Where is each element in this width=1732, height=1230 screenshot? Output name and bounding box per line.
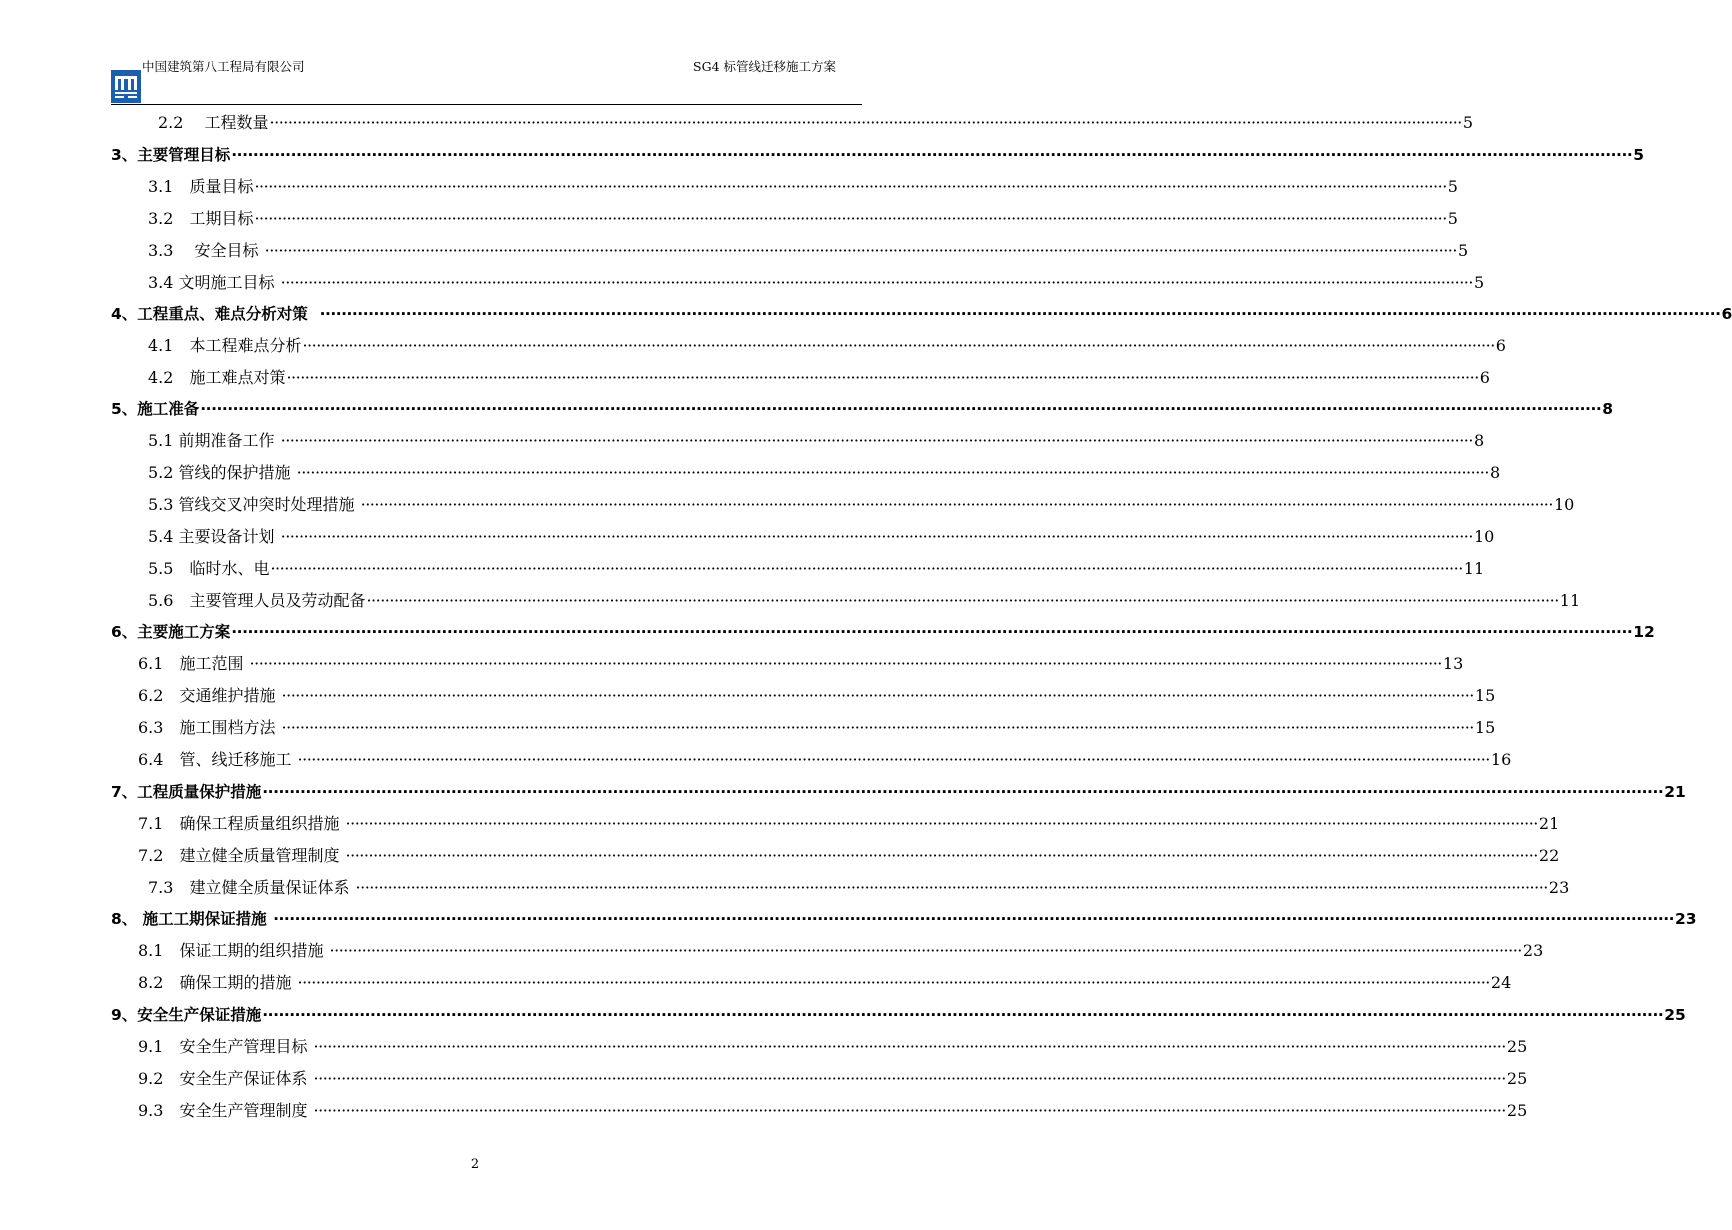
- toc-leader-dots: ····································································································································································································································································: [297, 750, 1490, 769]
- toc-entry-page: 5: [1462, 113, 1474, 132]
- toc-leader-dots: ····································································································································································································································································: [302, 336, 1495, 355]
- toc-entry-page: 10: [1473, 527, 1495, 546]
- toc-leader-dots: ····································································································································································································································································: [231, 146, 1633, 164]
- toc-entry-page: 6: [1721, 305, 1732, 323]
- toc-entry[interactable]: [148, 462, 1501, 484]
- toc-entry-title: 5.3 管线交叉冲突时处理措施: [148, 495, 360, 514]
- toc-entry[interactable]: [138, 1068, 1528, 1090]
- toc-entry-title: 3.3 安全目标: [148, 241, 264, 260]
- toc-entry-page: 21: [1538, 814, 1560, 833]
- toc-entry[interactable]: [138, 1036, 1528, 1058]
- toc-entry[interactable]: [138, 1100, 1528, 1122]
- toc-entry-page: 25: [1506, 1037, 1528, 1056]
- toc-entry-title: 3、主要管理目标: [111, 146, 231, 164]
- toc-leader-dots: ····································································································································································································································································: [355, 878, 1548, 897]
- toc-entry[interactable]: [138, 972, 1512, 994]
- toc-entry-page: 6: [1479, 368, 1490, 387]
- toc-entry-title: 5、施工准备: [111, 400, 200, 418]
- toc-leader-dots: ····································································································································································································································································: [329, 941, 1522, 960]
- toc-leader-dots: ····································································································································································································································································: [249, 654, 1442, 673]
- toc-entry-title: 5.2 管线的保护措施: [148, 463, 296, 482]
- toc-leader-dots: ····································································································································································································································································: [345, 814, 1538, 833]
- toc-entry-page: 25: [1664, 1006, 1686, 1024]
- toc-entry[interactable]: [148, 494, 1575, 516]
- toc-entry-title: 6、主要施工方案: [111, 623, 231, 641]
- toc-entry-page: 11: [1559, 591, 1581, 610]
- toc-entry[interactable]: [158, 112, 1474, 134]
- toc-entry[interactable]: [138, 813, 1560, 835]
- toc-leader-dots: ····································································································································································································································································: [360, 495, 1553, 514]
- toc-entry[interactable]: [138, 653, 1464, 675]
- toc-entry-page: 13: [1442, 654, 1464, 673]
- toc-entry-page: 23: [1548, 878, 1570, 897]
- toc-entry-title: 9.1 安全生产管理目标: [138, 1037, 313, 1056]
- toc-entry-page: 22: [1538, 846, 1560, 865]
- toc-entry[interactable]: [148, 558, 1485, 580]
- toc-entry-page: 23: [1522, 941, 1544, 960]
- toc-entry[interactable]: [111, 781, 1686, 803]
- toc-leader-dots: ····································································································································································································································································: [297, 973, 1490, 992]
- toc-leader-dots: ····································································································································································································································································: [296, 463, 1489, 482]
- header-company: 中国建筑第八工程局有限公司: [142, 59, 305, 74]
- toc-entry[interactable]: [148, 430, 1485, 452]
- toc-entry[interactable]: [148, 240, 1469, 262]
- toc-entry[interactable]: [138, 940, 1544, 962]
- toc-leader-dots: ····································································································································································································································································: [270, 559, 1463, 578]
- toc-leader-dots: ····································································································································································································································································: [273, 910, 1675, 928]
- toc-leader-dots: ····································································································································································································································································: [281, 718, 1474, 737]
- toc-entry[interactable]: [111, 621, 1655, 643]
- toc-entry-title: 3.1 质量目标: [148, 177, 254, 196]
- toc-entry-title: 7.2 建立健全质量管理制度: [138, 846, 345, 865]
- toc-leader-dots: ····································································································································································································································································: [280, 527, 1473, 546]
- toc-entry-page: 5: [1447, 209, 1458, 228]
- toc-leader-dots: ····································································································································································································································································: [262, 783, 1664, 801]
- toc-entry-title: 7.3 建立健全质量保证体系: [148, 878, 355, 897]
- toc-entry-title: 8、 施工工期保证措施: [111, 910, 273, 928]
- toc-entry-page: 5: [1473, 273, 1485, 292]
- toc-entry-page: 11: [1463, 559, 1485, 578]
- toc-entry[interactable]: [138, 749, 1512, 771]
- toc-entry-page: 15: [1474, 686, 1496, 705]
- toc-entry[interactable]: [148, 590, 1581, 612]
- toc-entry-page: 5: [1447, 177, 1458, 196]
- toc-entry-title: 9、安全生产保证措施: [111, 1006, 262, 1024]
- toc-entry[interactable]: [148, 335, 1506, 357]
- toc-entry[interactable]: [148, 367, 1490, 389]
- toc-leader-dots: ····································································································································································································································································: [254, 177, 1447, 196]
- toc-leader-dots: ····································································································································································································································································: [262, 1006, 1664, 1024]
- toc-entry[interactable]: [111, 398, 1614, 420]
- toc-leader-dots: ····································································································································································································································································: [281, 686, 1474, 705]
- toc-entry[interactable]: [148, 526, 1495, 548]
- toc-entry-page: 25: [1506, 1101, 1528, 1120]
- toc-entry-title: 3.2 工期目标: [148, 209, 254, 228]
- toc-entry-page: 23: [1675, 910, 1697, 928]
- toc-entry-page: 21: [1664, 783, 1686, 801]
- toc-entry-title: 5.5 临时水、电: [148, 559, 270, 578]
- toc-entry-page: 6: [1495, 336, 1506, 355]
- toc-entry-page: 8: [1602, 400, 1614, 418]
- toc-entry-page: 8: [1473, 431, 1485, 450]
- toc-leader-dots: ····································································································································································································································································: [264, 241, 1457, 260]
- toc-entry-title: 2.2 工程数量: [158, 113, 269, 132]
- toc-leader-dots: ····································································································································································································································································: [313, 1101, 1506, 1120]
- toc-entry-title: 4、工程重点、难点分析对策: [111, 305, 319, 323]
- toc-leader-dots: ····································································································································································································································································: [286, 368, 1479, 387]
- toc-entry-page: 25: [1506, 1069, 1528, 1088]
- toc-entry[interactable]: [111, 303, 1732, 325]
- toc-entry-page: 12: [1633, 623, 1655, 641]
- toc-entry-title: 6.4 管、线迁移施工: [138, 750, 297, 769]
- toc-leader-dots: ····································································································································································································································································: [200, 400, 1602, 418]
- toc-entry-page: 24: [1490, 973, 1512, 992]
- toc-entry-page: 15: [1474, 718, 1496, 737]
- toc-leader-dots: ····································································································································································································································································: [254, 209, 1447, 228]
- toc-entry[interactable]: [138, 845, 1560, 867]
- toc-entry-title: 5.1 前期准备工作: [148, 431, 280, 450]
- toc-entry-title: 3.4 文明施工目标: [148, 273, 280, 292]
- toc-entry-title: 6.3 施工围档方法: [138, 718, 281, 737]
- toc-entry-title: 4.1 本工程难点分析: [148, 336, 302, 355]
- toc-entry-title: 4.2 施工难点对策: [148, 368, 286, 387]
- toc-entry-page: 5: [1633, 146, 1645, 164]
- toc-entry[interactable]: [148, 272, 1485, 294]
- toc-entry-title: 9.2 安全生产保证体系: [138, 1069, 313, 1088]
- toc-entry-title: 5.6 主要管理人员及劳动配备: [148, 591, 366, 610]
- toc-entry-title: 6.1 施工范围: [138, 654, 249, 673]
- toc-entry-title: 7.1 确保工程质量组织措施: [138, 814, 345, 833]
- toc-entry[interactable]: [148, 877, 1570, 899]
- toc-entry-page: 16: [1490, 750, 1512, 769]
- page-number: 2: [470, 1157, 480, 1172]
- toc-leader-dots: ····································································································································································································································································: [231, 623, 1633, 641]
- toc-leader-dots: ····································································································································································································································································: [345, 846, 1538, 865]
- toc-entry[interactable]: [111, 908, 1697, 930]
- toc-entry-page: 5: [1457, 241, 1469, 260]
- toc-leader-dots: ····································································································································································································································································: [280, 273, 1473, 292]
- toc-entry-title: 7、工程质量保护措施: [111, 783, 262, 801]
- toc-entry[interactable]: [148, 208, 1458, 230]
- toc-entry-page: 10: [1553, 495, 1575, 514]
- header-doc-title: SG4 标管线迁移施工方案: [693, 59, 836, 74]
- toc-entry-title: 9.3 安全生产管理制度: [138, 1101, 313, 1120]
- toc-entry[interactable]: [138, 717, 1496, 739]
- toc-entry-title: 6.2 交通维护措施: [138, 686, 281, 705]
- toc-entry-title: 8.2 确保工期的措施: [138, 973, 297, 992]
- toc-entry-title: 8.1 保证工期的组织措施: [138, 941, 329, 960]
- toc-leader-dots: ····································································································································································································································································: [366, 591, 1559, 610]
- toc-entry[interactable]: [148, 176, 1458, 198]
- toc-entry-page: 8: [1489, 463, 1501, 482]
- toc-leader-dots: ····································································································································································································································································: [313, 1069, 1506, 1088]
- toc-leader-dots: ····································································································································································································································································: [280, 431, 1473, 450]
- toc-entry-title: 5.4 主要设备计划: [148, 527, 280, 546]
- toc-leader-dots: ····································································································································································································································································: [319, 305, 1721, 323]
- toc-entry[interactable]: [138, 685, 1496, 707]
- toc-entry[interactable]: [111, 1004, 1686, 1026]
- toc-leader-dots: ····································································································································································································································································: [269, 113, 1462, 132]
- toc-leader-dots: ····································································································································································································································································: [313, 1037, 1506, 1056]
- toc-entry[interactable]: [111, 144, 1645, 166]
